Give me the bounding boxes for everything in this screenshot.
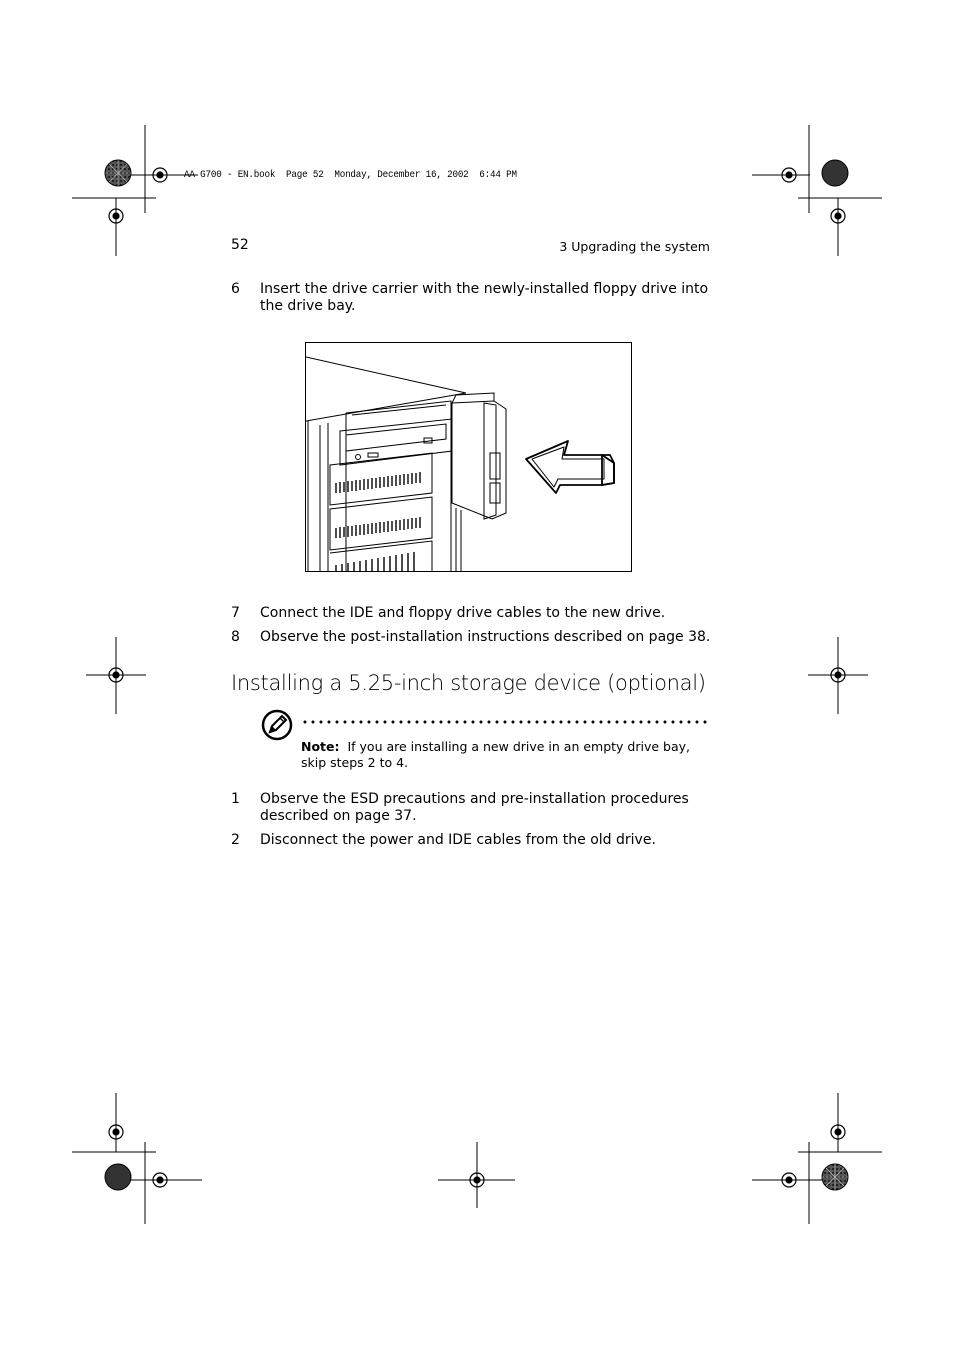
print-slug-line: AA G700 - EN.book Page 52 Monday, December 16, 2002 6:44 PM (184, 169, 517, 181)
step-number: 8 (231, 629, 240, 645)
note-label: Note: (301, 739, 340, 754)
page-number: 52 (231, 237, 249, 253)
chapter-title: 3 Upgrading the system (559, 239, 710, 254)
step-item (231, 832, 711, 849)
step-text: Insert the drive carrier with the newly-installed floppy drive into the drive bay. (260, 281, 709, 314)
step-item (231, 791, 711, 825)
step-number: 1 (231, 791, 240, 807)
step-item (231, 605, 711, 622)
step-item (231, 629, 711, 646)
step-text: Disconnect the power and IDE cables from the old drive. (260, 832, 656, 848)
section-heading: Installing a 5.25-inch storage device (optional) (231, 671, 706, 695)
step-text: Connect the IDE and floppy drive cables to the new drive. (260, 605, 666, 621)
step-text: Observe the post-installation instructions described on page 38. (260, 629, 711, 645)
drive-bay-drawing (306, 343, 631, 571)
drive-insertion-illustration (305, 342, 632, 572)
step-item (231, 281, 711, 315)
note-text (301, 739, 711, 771)
step-number: 7 (231, 605, 240, 621)
step-text: Observe the ESD precautions and pre-installation procedures described on page 37. (260, 791, 689, 824)
pencil-note-icon (260, 708, 294, 742)
note-divider (301, 720, 709, 724)
step-number: 6 (231, 281, 240, 297)
step-number: 2 (231, 832, 240, 848)
note-body: If you are installing a new drive in an empty drive bay, skip steps 2 to 4. (301, 739, 690, 770)
